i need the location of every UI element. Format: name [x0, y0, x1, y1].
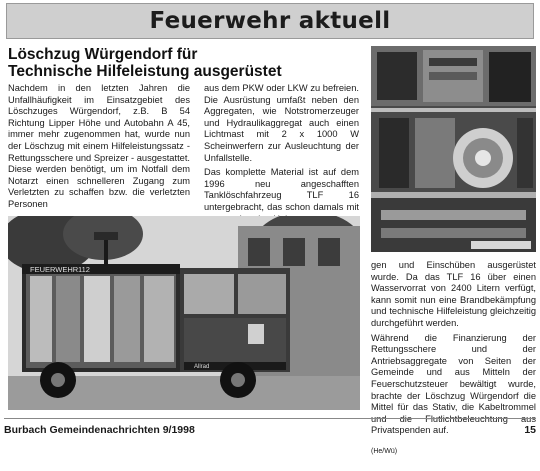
paragraph: Das komplette Material ist auf dem 1996 neu angeschafften Tanklöschfahrzeug TLF 16 untergebracht, das schon damals mit: [204, 167, 359, 212]
fire-truck-photo-image: [8, 216, 360, 410]
truck-number-text: 112: [78, 265, 90, 274]
article-column-2: [204, 83, 359, 225]
paragraph: Nachdem in den letzten Jahren die Unfallhäufigkeit im Einsatzgebiet des Löschzuges Würgendorf, z.B. B 54 Richtung Lipper Höhe und Autobahn A 45, immer mehr zugenommen hat, wurde nun der Löschzug mit einem Hilfeleistungssatz - Rettungsschere und Spreizer - ausgestattet. Diese werden benötigt, um im Notfall dem Notarzt einen schnelleren Zugang zum Verletzten zu schaffen bzw. die verletzten Personen: [8, 83, 190, 209]
page-footer: [4, 424, 536, 436]
article-headline: [8, 46, 358, 80]
banner-title: Feuerwehr aktuell: [149, 8, 391, 34]
equipment-photo-image: [371, 46, 536, 252]
paragraph: Während die Finanzierung der Rettungsschere und der Antriebsaggregate von Seiten der Gemeinde und aus Mitteln der Feuerschutzsteuer bewältigt wurde, brachte der Löschzug Würgendorf die Mittel für das Stativ, die Kabeltrommel und die Flutlichtbeleuchtung aus Privatspenden auf.: [371, 332, 536, 436]
section-banner: [6, 3, 534, 39]
paragraph: gen und Einschüben ausgerüstet wurde. Da das TLF 16 über einen Wasservorrat von 2400 Litern verfügt, kann somit nun eine Brandbekämpfung und technische Hilfeleistung gleichzeitig durchgeführt werden.: [371, 260, 536, 328]
paragraph: aus dem PKW oder LKW zu befreien. Die Ausrüstung umfaßt neben den Aggregaten, wie Notstromerzeuger und Hydraulikaggregat auch einen Lichtmast mit 2 x 1000 W Scheinwerfern zur Ausleuchtung der Unfallstelle.: [204, 83, 359, 163]
publication-title: Burbach Gemeindenachrichten 9/1998: [4, 424, 195, 436]
headline-line-2: Technische Hilfeleistung ausgerüstet: [8, 63, 282, 80]
author-credit: (He/Wü): [371, 447, 398, 455]
article-column-1: [8, 83, 190, 211]
equipment-photo: [371, 46, 536, 252]
headline-line-1: Löschzug Würgendorf für: [8, 46, 198, 63]
page-number: 15: [524, 424, 536, 436]
fire-truck-photo: [8, 216, 360, 410]
truck-plate-text: Allrad: [194, 364, 210, 370]
truck-sign-text: FEUERWEHR: [30, 265, 79, 274]
footer-divider: [4, 418, 536, 419]
